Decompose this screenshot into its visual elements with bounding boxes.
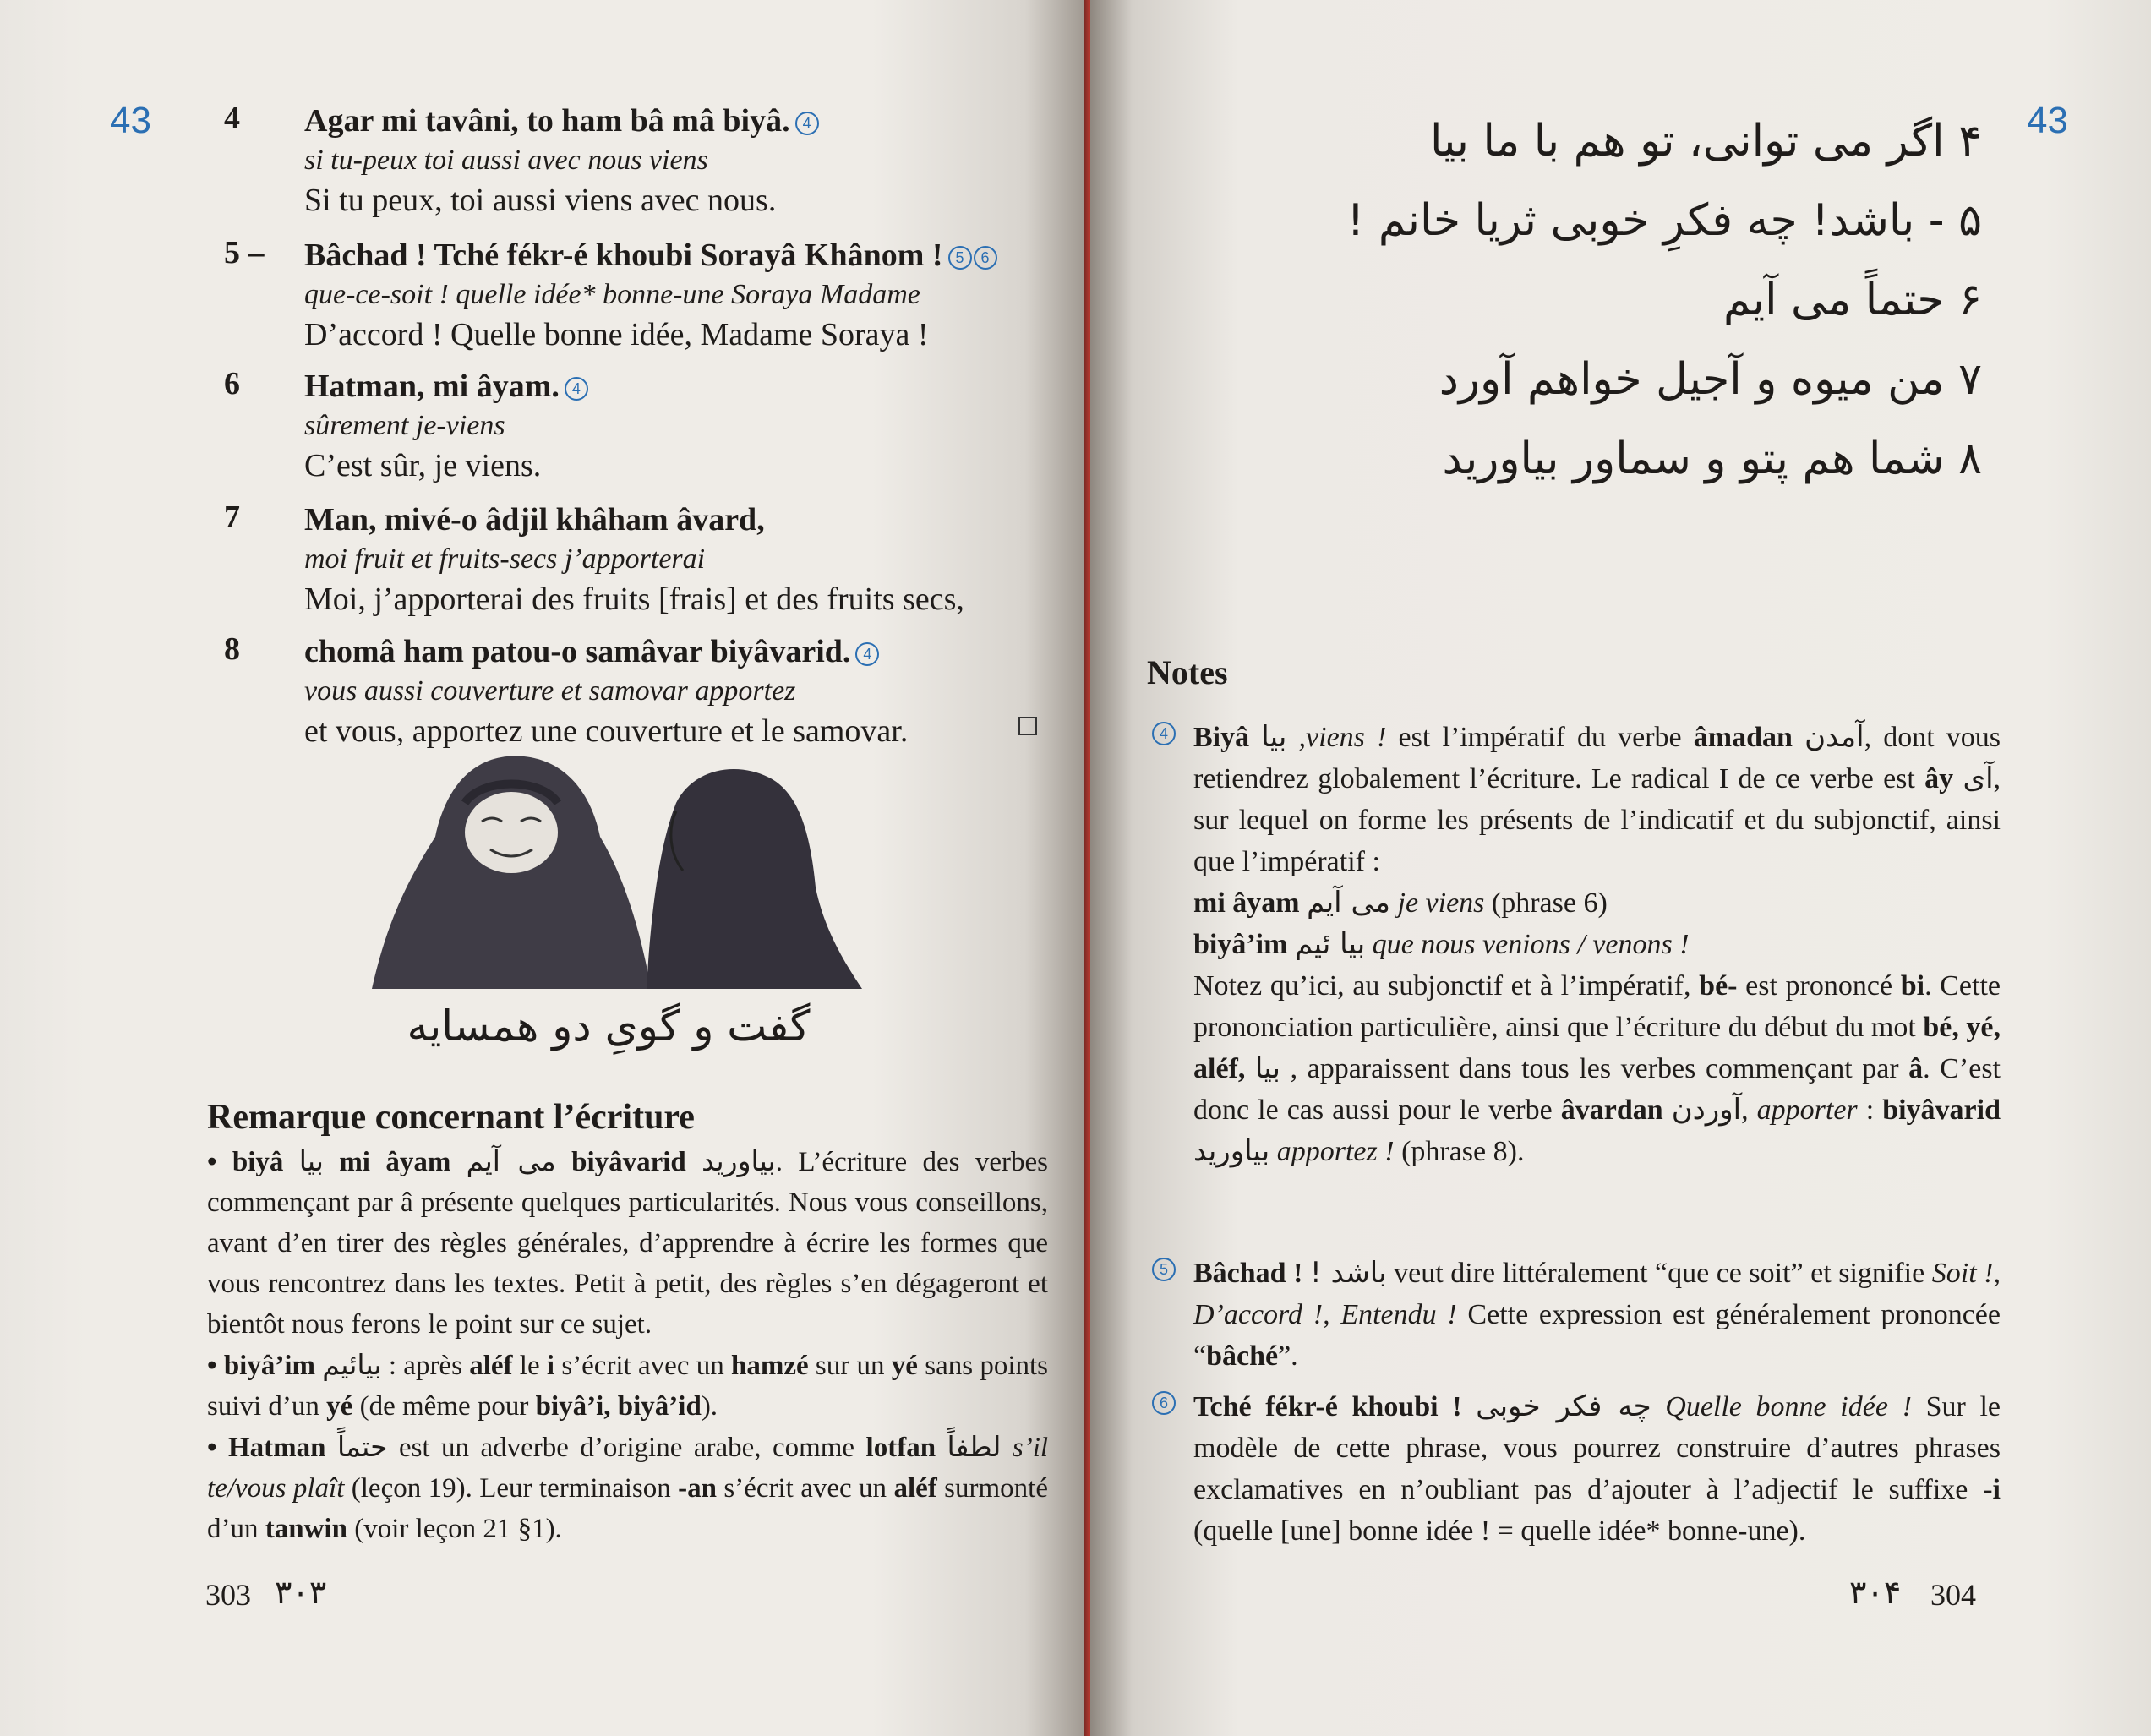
lesson-number-left: 43 [110, 100, 151, 141]
page-number-persian: ۳۰۳ [275, 1574, 327, 1611]
remark-paragraph-2: • biyâ’im بیائیم : après aléf le i s’écrit avec un hamzé sur un yé sans points suivi d’un yé (de même pour biyâ’i, biyâ’id). [207, 1348, 1048, 1422]
persian-dialogue [1306, 101, 1982, 499]
lesson-number-right: 43 [2027, 100, 2068, 141]
entry-number: 7 [224, 500, 240, 535]
entry-transliteration: Bâchad ! Tché fékr-é khoubi Sorayâ Khânom ! [304, 237, 943, 273]
dialogue-entry-4 [224, 100, 1052, 218]
dialogue-entry-8 [224, 631, 1052, 749]
illustration-caption: گفت و گویِ دو همسایه [407, 1002, 811, 1051]
entry-translation: Si tu peux, toi aussi viens avec nous. [304, 183, 777, 218]
note-ref-marker[interactable]: 6 [974, 246, 997, 270]
note-number-marker: 4 [1152, 722, 1176, 745]
persian-line-5: ۵ - باشد! چه فکرِ خوبی ثریا خانم ! [1346, 195, 1982, 246]
note-example: biyâ’im بیا ئیم que nous venions / venons ! [1193, 927, 1690, 961]
entry-number: 6 [224, 366, 240, 401]
end-of-dialogue-box [1018, 717, 1037, 735]
entry-literal: moi fruit et fruits-secs j’apporterai [304, 543, 706, 575]
note-number-marker: 5 [1152, 1258, 1176, 1281]
note-ref-marker[interactable]: 4 [795, 112, 819, 135]
remark-section [207, 1097, 1048, 1549]
note-ref-marker[interactable]: 5 [948, 246, 972, 270]
entry-translation: Moi, j’apporterai des fruits [frais] et des fruits secs, [304, 581, 964, 617]
note-example: mi âyam می آیم je viens (phrase 6) [1193, 886, 1608, 920]
persian-line-7: ۷ من میوه و آجیل خواهم آورد [1439, 354, 1982, 405]
persian-line-6: ۶ حتماً می آیم [1723, 275, 1982, 325]
entry-transliteration: Hatman, mi âyam. [304, 368, 560, 404]
note-number-marker: 6 [1152, 1391, 1176, 1415]
remark-paragraph-3: • Hatman حتماً est un adverbe d’origine arabe, comme lotfan لطفاً s’il te/vous plaît (leçon 19). Leur terminaison -an s’écrit avec un aléf surmonté d’un tanwin (voir leçon 21 §1). [207, 1430, 1049, 1544]
remark-title: Remarque concernant l’écriture [207, 1098, 695, 1137]
entry-translation: et vous, apportez une couverture et le samovar. [304, 713, 909, 749]
note-ref-marker[interactable]: 4 [565, 377, 588, 401]
note-4: 4 Biyâ بیا ,viens ! est l’impératif du verbe âmadan آمدن, dont vous retiendrez globalement l’écriture. Le radical I de ce verbe est ây آی, sur lequel on forme les présents de l’indicatif et du subjonctif, ainsi que l’impératif : mi âyam می آیم je viens (phrase 6) biyâ’im بیا ئیم que nous venions / venons ! Notez qu’ici, au subjonctif et à l’impératif, bé- est prononcé bi. Cette prononciation particulière, ainsi que l’écriture du début du mot bé, yé, aléf, بیا , apparaissent dans tous les verbes commençant par â. C’est donc le cas aussi pour le verbe âvardan آوردن, apporter : biyâvarid بیاورید apportez ! (phrase 8). [1147, 717, 1992, 1241]
entry-transliteration: Man, mivé-o âdjil khâham âvard, [304, 502, 765, 538]
note-5: 5 Bâchad ! باشد ! veut dire littéralement “que ce soit” et signifie Soit !, D’accord !, Entendu ! Cette expression est généralement prononcée “bâché”. [1147, 1253, 1992, 1379]
entry-literal: sûrement je-viens [304, 410, 505, 441]
entry-literal: que-ce-soit ! quelle idée* bonne-une Soraya Madame [304, 279, 920, 310]
entry-literal: si tu-peux toi aussi avec nous viens [304, 145, 708, 176]
note-6: 6 Tché fékr-é khoubi ! چه فکر خوبی Quelle bonne idée ! Sur le modèle de cette phrase, vous pourrez construire d’autres phrases exclamatives en n’oubliant pas d’ajouter à l’adjectif le suffixe -i (quelle [une] bonne idée ! = quelle idée* bonne-une). [1147, 1386, 1992, 1555]
two-neighbors-illustration [355, 744, 871, 989]
dialogue-entry-5 [224, 234, 1052, 352]
entry-number: 4 [224, 101, 240, 136]
entry-number: 8 [224, 631, 240, 667]
entry-literal: vous aussi couverture et samovar apportez [304, 675, 796, 707]
page-number-latin: 304 [1930, 1578, 1976, 1612]
persian-line-4: ۴ اگر می توانی، تو هم با ما بیا [1429, 116, 1982, 167]
entry-transliteration: chomâ ham patou-o samâvar biyâvarid. [304, 634, 851, 669]
persian-line-8: ۸ شما هم پتو و سماور بیاورید [1442, 434, 1982, 484]
entry-transliteration: Agar mi tavâni, to ham bâ mâ biyâ. [304, 103, 790, 139]
entry-translation: C’est sûr, je viens. [304, 448, 542, 483]
page-number-persian: ۳۰۴ [1849, 1574, 1902, 1611]
page-number-latin: 303 [205, 1578, 251, 1612]
dialogue-entry-6 [224, 365, 1052, 483]
dialogue-entry-7 [224, 499, 1052, 617]
entry-number: 5 – [224, 235, 265, 270]
notes-heading: Notes [1147, 653, 1228, 691]
note-ref-marker[interactable]: 4 [855, 642, 879, 666]
entry-translation: D’accord ! Quelle bonne idée, Madame Soraya ! [304, 317, 929, 352]
remark-paragraph-1: • biyâ بیا mi âyam می آیم biyâvarid بیاورید. L’écriture des verbes commençant par â présente quelques particularités. Nous vous conseillons, avant d’en tirer des règles générales, d’apprendre à écrire les formes que vous rencontrez dans les textes. Petit à petit, des règles s’en dégageront et bientôt nous ferons le point sur ce sujet. [207, 1144, 1048, 1340]
